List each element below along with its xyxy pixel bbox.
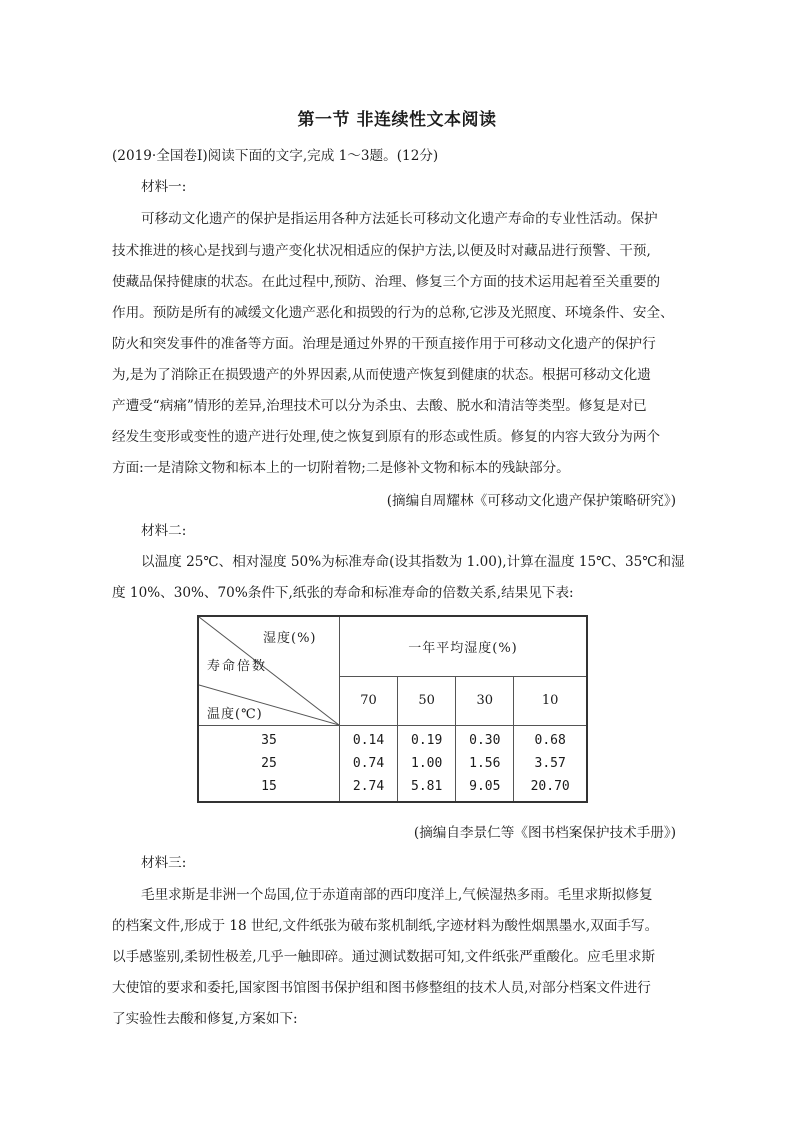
material-1-label: 材料一:: [141, 179, 187, 195]
table-corner-cell: [198, 616, 340, 726]
temperature-column: [198, 726, 340, 803]
material-2-label: 材料二:: [141, 523, 187, 539]
column-header: 30: [456, 676, 514, 725]
table-cell: 0.74: [352, 756, 385, 771]
material-2-line: 度 10%、30%、70%条件下,纸张的寿命和标准寿命的倍数关系,结果见下表:: [112, 585, 574, 601]
value-column: [514, 726, 587, 803]
table-cell: 0.68: [534, 733, 566, 748]
material-3-line: 以手感鉴别,柔韧性极差,几乎一触即碎。通过测试数据可知,文件纸张严重酸化。应毛里求斯: [112, 949, 656, 965]
material-3-line: 了实验性去酸和修复,方案如下:: [112, 1011, 298, 1027]
table-cell: 0.30: [469, 733, 501, 748]
material-3-line: 大使馆的要求和委托,国家图书馆图书保护组和图书修整组的技术人员,对部分档案文件进行: [112, 980, 651, 996]
table-cell: 0.19: [411, 733, 443, 748]
table-cell: 20.70: [530, 779, 570, 794]
material-1-line: 可移动文化遗产的保护是指运用各种方法延长可移动文化遗产寿命的专业性活动。保护: [141, 211, 658, 227]
corner-humidity-label: 湿度(%): [263, 631, 317, 646]
value-column: [340, 726, 398, 803]
section-title: 第一节 非连续性文本阅读: [297, 110, 497, 130]
temperature-value: 15: [261, 779, 277, 794]
material-1-line: 为,是为了消除正在损毁遗产的外界因素,从而使遗产恢复到健康的状态。根据可移动文化遗: [112, 367, 651, 383]
material-2-line: 以温度 25℃、相对湿度 50%为标准寿命(设其指数为 1.00),计算在温度 15℃、35℃和湿: [141, 554, 685, 570]
material-3-label: 材料三:: [141, 855, 187, 871]
material-3-line: 的档案文件,形成于 18 世纪,文件纸张为破布浆机制纸,字迹材料为酸性烟黑墨水,双面手写。: [112, 918, 659, 934]
material-1-line: 使藏品保持健康的状态。在此过程中,预防、治理、修复三个方面的技术运用起着至关重要的: [112, 274, 661, 290]
material-2-source: (摘编自李景仁等《图书档案保护技术手册》): [413, 825, 676, 841]
table-cell: 5.81: [411, 779, 443, 794]
column-header: 10: [514, 676, 587, 725]
question-intro: (2019·全国卷Ⅰ)阅读下面的文字,完成 1～3题。(12分): [112, 148, 439, 164]
column-header: 50: [398, 676, 456, 725]
material-1-line: 产遭受“病痛”情形的差异,治理技术可以分为杀虫、去酸、脱水和清洁等类型。修复是对已: [112, 398, 647, 414]
material-1-line: 防火和突发事件的准备等方面。治理是通过外界的干预直接作用于可移动文化遗产的保护行: [112, 336, 656, 352]
temperature-value: 25: [261, 756, 277, 771]
material-1-line: 方面:一是清除文物和标本上的一切附着物;二是修补文物和标本的残缺部分。: [112, 460, 570, 476]
paper-life-table: [197, 615, 588, 803]
table-cell: 0.14: [352, 733, 385, 748]
column-header: 70: [340, 676, 398, 725]
table-cell: 2.74: [352, 779, 385, 794]
corner-temp-label: 温度(℃): [207, 707, 263, 722]
material-1-line: 经发生变形或变性的遗产进行处理,使之恢复到原有的形态或性质。修复的内容大致分为两个: [112, 429, 661, 445]
table-cell: 1.56: [469, 756, 501, 771]
material-3-line: 毛里求斯是非洲一个岛国,位于赤道南部的西印度洋上,气候湿热多雨。毛里求斯拟修复: [141, 887, 653, 903]
material-1-line: 作用。预防是所有的减缓文化遗产恶化和损毁的行为的总称,它涉及光照度、环境条件、安全、: [112, 305, 674, 321]
corner-life-label: 寿命倍数: [207, 659, 268, 674]
table-cell: 1.00: [411, 756, 443, 771]
value-column: [456, 726, 514, 803]
value-column: [398, 726, 456, 803]
table-cell: 9.05: [469, 779, 501, 794]
table-cell: 3.57: [534, 756, 566, 771]
temperature-value: 35: [261, 733, 277, 748]
material-1-source: (摘编自周耀林《可移动文化遗产保护策略研究》): [386, 493, 676, 509]
material-1-line: 技术推进的核心是找到与遗产变化状况相适应的保护方法,以便及时对藏品进行预警、干预,: [112, 243, 651, 259]
table-header: 一年平均湿度(%): [340, 616, 588, 676]
